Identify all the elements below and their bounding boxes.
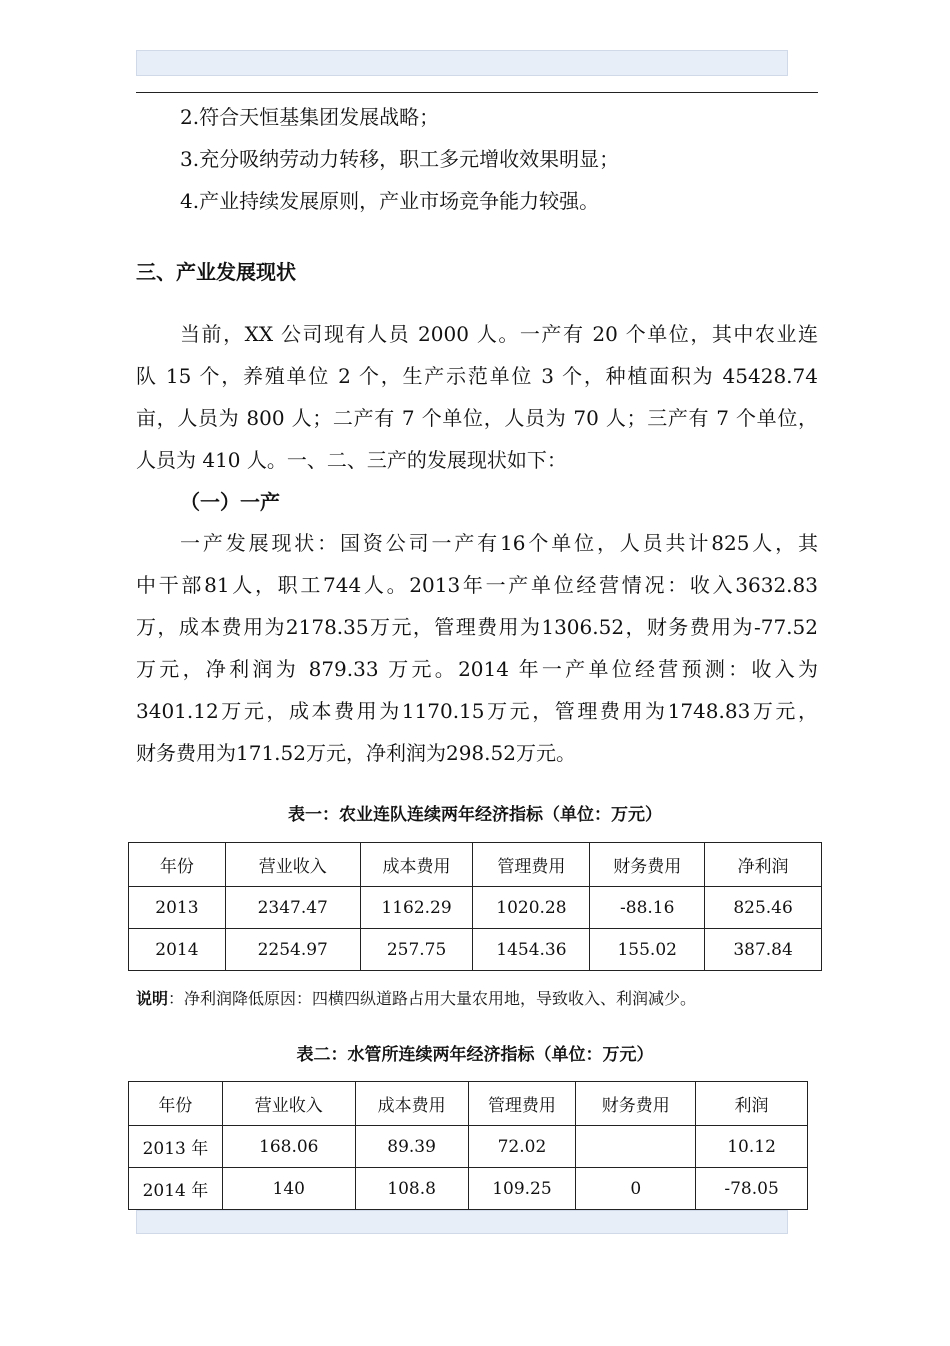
table-header-cell: 年份 <box>129 1082 223 1126</box>
table-header-cell: 成本费用 <box>360 843 473 887</box>
table-cell: -78.05 <box>696 1168 808 1210</box>
table-cell: 140 <box>222 1168 355 1210</box>
list-item: 3.充分吸纳劳动力转移，职工多元增收效果明显； <box>180 147 620 171</box>
table-cell: 2014 <box>129 929 226 971</box>
table-cell: 387.84 <box>705 929 822 971</box>
table-cell: 2347.47 <box>225 887 360 929</box>
table-cell: 257.75 <box>360 929 473 971</box>
table-header-cell: 管理费用 <box>468 1082 576 1126</box>
table-header-cell: 财务费用 <box>576 1082 696 1126</box>
detail-paragraph <box>136 522 818 774</box>
table-header-cell: 管理费用 <box>473 843 590 887</box>
table-header-cell: 利润 <box>696 1082 808 1126</box>
header-rule <box>136 92 818 93</box>
table-row <box>129 887 822 929</box>
table-cell: 2013 <box>129 887 226 929</box>
paragraph-line: 当前，XX 公司现有人员 2000 人。一产有 20 个单位，其中农业连 <box>180 322 818 346</box>
table-cell: -88.16 <box>590 887 705 929</box>
table-cell: 1162.29 <box>360 887 473 929</box>
table-cell: 89.39 <box>355 1126 468 1168</box>
table-header-cell: 营业收入 <box>222 1082 355 1126</box>
table-cell: 2014 年 <box>129 1168 223 1210</box>
table-header-row <box>129 843 822 887</box>
list-item: 4.产业持续发展原则，产业市场竞争能力较强。 <box>180 189 600 213</box>
paragraph-line: 财务费用为171.52万元，净利润为298.52万元。 <box>136 741 576 765</box>
intro-paragraph <box>136 313 818 481</box>
list-item: 2.符合天恒基集团发展战略； <box>180 105 440 129</box>
paragraph-line: 亩，人员为 800 人；二产有 7 个单位，人员为 70 人；三产有 7 个单位， <box>136 406 818 430</box>
paragraph-line: 万元，净利润为 879.33 万元。2014 年一产单位经营预测：收入为 <box>136 657 818 681</box>
page-header-band <box>136 50 788 76</box>
table-cell: 1454.36 <box>473 929 590 971</box>
table-cell: 10.12 <box>696 1126 808 1168</box>
paragraph-line: 万，成本费用为2178.35万元，管理费用为1306.52，财务费用为-77.52 <box>136 615 818 639</box>
table-row <box>129 929 822 971</box>
table-header-cell: 成本费用 <box>355 1082 468 1126</box>
table-cell: 168.06 <box>222 1126 355 1168</box>
table-cell: 155.02 <box>590 929 705 971</box>
table-cell: 2013 年 <box>129 1126 223 1168</box>
section-heading: 三、产业发展现状 <box>136 260 296 284</box>
table-header-cell: 净利润 <box>705 843 822 887</box>
table-cell: 825.46 <box>705 887 822 929</box>
table-cell: 2254.97 <box>225 929 360 971</box>
table-cell: 1020.28 <box>473 887 590 929</box>
table-header-row <box>129 1082 808 1126</box>
table-caption: 表二：水管所连续两年经济指标（单位：万元） <box>296 1045 654 1065</box>
table-note <box>136 986 696 1009</box>
table-header-cell: 营业收入 <box>225 843 360 887</box>
table-row <box>129 1168 808 1210</box>
table-cell: 0 <box>576 1168 696 1210</box>
table-row <box>129 1126 808 1168</box>
table-cell: 109.25 <box>468 1168 576 1210</box>
subheading: （一）一产 <box>180 490 280 514</box>
paragraph-line: 一产发展现状：国资公司一产有16个单位，人员共计825人，其 <box>180 531 818 555</box>
paragraph-line: 人员为 410 人。一、二、三产的发展现状如下： <box>136 448 567 472</box>
table-cell <box>576 1126 696 1168</box>
table-cell: 72.02 <box>468 1126 576 1168</box>
paragraph-line: 3401.12万元，成本费用为1170.15万元，管理费用为1748.83万元， <box>136 699 818 723</box>
table-header-cell: 年份 <box>129 843 226 887</box>
table-header-cell: 财务费用 <box>590 843 705 887</box>
table-agriculture <box>128 842 822 971</box>
note-text: ：净利润降低原因：四横四纵道路占用大量农用地，导致收入、利润减少。 <box>168 989 697 1008</box>
paragraph-line: 中干部81人，职工744人。2013年一产单位经营情况：收入3632.83 <box>136 573 818 597</box>
table-cell: 108.8 <box>355 1168 468 1210</box>
note-label: 说明 <box>136 989 169 1008</box>
table-water-station <box>128 1081 808 1210</box>
table-caption: 表一：农业连队连续两年经济指标（单位：万元） <box>288 805 662 825</box>
page-footer-band <box>136 1210 788 1234</box>
paragraph-line: 队 15 个，养殖单位 2 个，生产示范单位 3 个，种植面积为 45428.74 <box>136 364 818 388</box>
